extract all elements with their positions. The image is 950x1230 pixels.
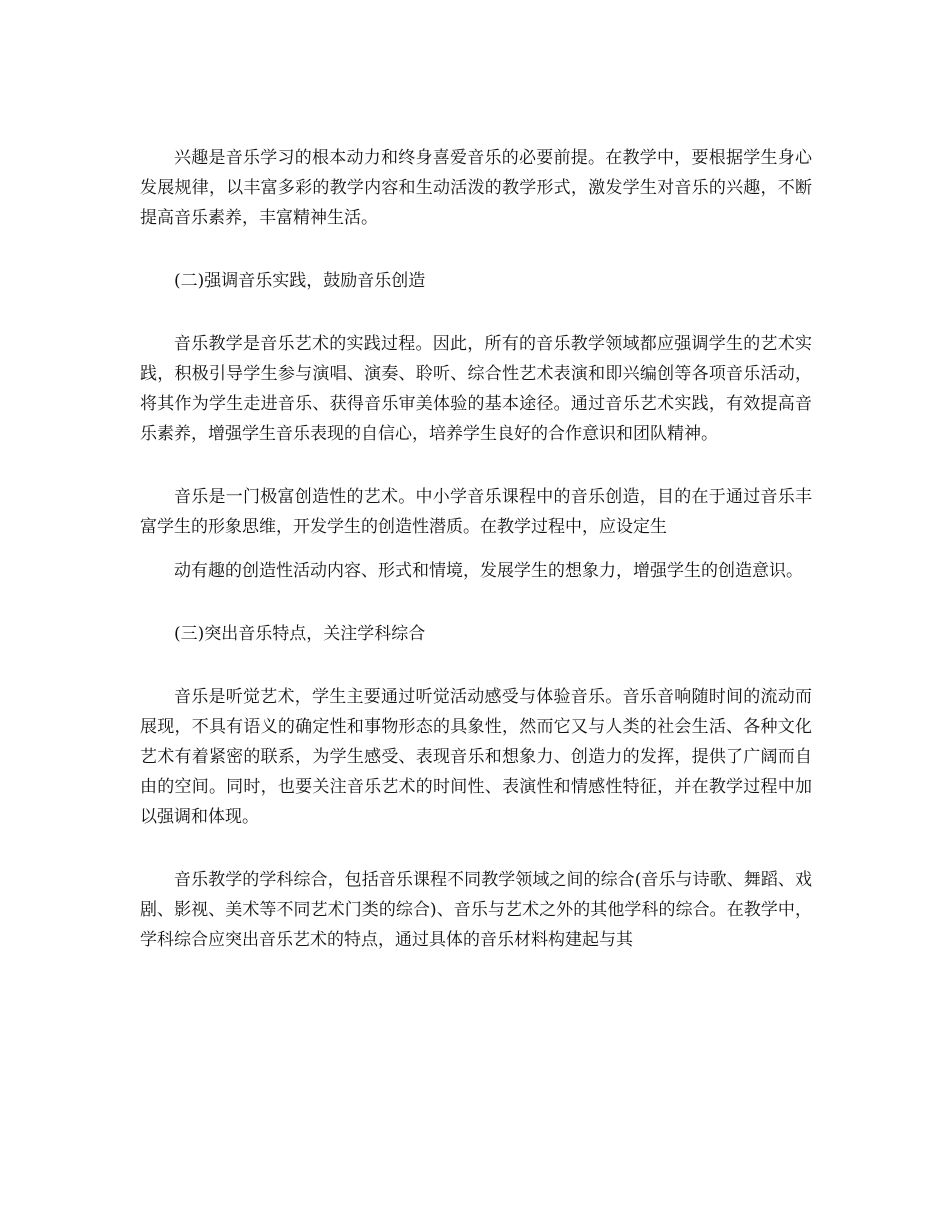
paragraph-listening-art: 音乐是听觉艺术，学生主要通过听觉活动感受与体验音乐。音乐音响随时间的流动而展现，不具有语义的确定性和事物形态的具象性，然而它又与人类的社会生活、各种文化艺术有着紧密的联系，为学生感受、表现音乐和想象力、创造力的发挥，提供了广阔而自由的空间。同时，也要关注音乐艺术的时间性、表演性和情感性特征，并在教学过程中加以强调和体现。 [140,687,812,827]
paragraph-integration: 音乐教学的学科综合，包括音乐课程不同教学领域之间的综合(音乐与诗歌、舞蹈、戏剧、影视、美术等不同艺术门类的综合)、音乐与艺术之外的其他学科的综合。在教学中，学科综合应突出音乐艺术的特点，通过具体的音乐材料构建起与其 [140,870,812,950]
paragraph-practice: 音乐教学是音乐艺术的实践过程。因此，所有的音乐教学领域都应强调学生的艺术实践，积极引导学生参与演唱、演奏、聆听、综合性艺术表演和即兴编创等各项音乐活动，将其作为学生走进音乐、获得音乐审美体验的基本途径。通过音乐艺术实践，有效提高音乐素养，增强学生音乐表现的自信心，培养学生良好的合作意识和团队精神。 [140,334,812,444]
section-heading-3: (三)突出音乐特点，关注学科综合 [174,624,426,644]
paragraph-creativity-continued: 动有趣的创造性活动内容、形式和情境，发展学生的想象力，增强学生的创造意识。 [174,561,803,581]
document-body [140,143,812,955]
section-heading-2: (二)强调音乐实践，鼓励音乐创造 [174,271,426,291]
paragraph-creativity: 音乐是一门极富创造性的艺术。中小学音乐课程中的音乐创造，目的在于通过音乐丰富学生的形象思维，开发学生的创造性潜质。在教学过程中，应设定生 [140,487,812,537]
paragraph-interest: 兴趣是音乐学习的根本动力和终身喜爱音乐的必要前提。在教学中，要根据学生身心发展规律，以丰富多彩的教学内容和生动活泼的教学形式，激发学生对音乐的兴趣，不断提高音乐素养，丰富精神生活。 [140,148,812,228]
